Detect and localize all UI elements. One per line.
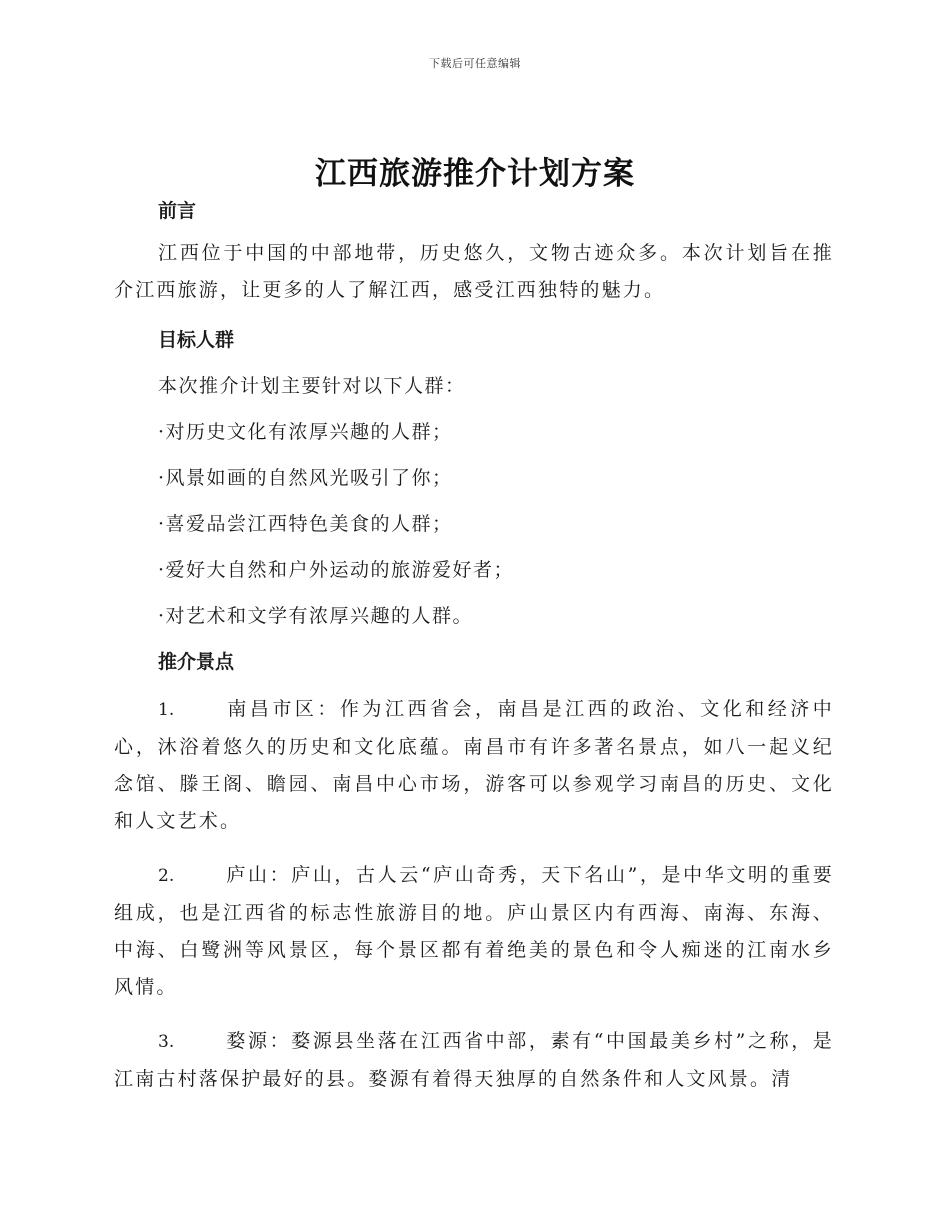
preface-paragraph: 江西位于中国的中部地带，历史悠久，文物古迹众多。本次计划旨在推介江西旅游，让更多的人了解江西，感受江西独特的魅力。 — [114, 242, 834, 301]
section-heading-attractions: 推介景点 — [158, 651, 235, 673]
audience-list-item: ·对艺术和文学有浓厚兴趣的人群。 — [158, 605, 474, 627]
attraction-item-wuyuan — [114, 1023, 834, 1098]
attraction-text: 南昌市区：作为江西省会，南昌是江西的政治、文化和经济中心，沐浴着悠久的历史和文化底蕴。南昌市有许多著名景点，如八一起义纪念馆、滕王阁、瞻园、南昌中心市场，游客可以参观学习南昌的历史、文化和人文艺术。 — [114, 698, 834, 832]
section-heading-audience: 目标人群 — [158, 329, 235, 351]
attraction-item-lushan — [114, 857, 834, 1006]
document-body — [114, 196, 834, 1098]
attraction-text: 婺源：婺源县坐落在江西省中部，素有“中国最美乡村”之称，是江南古村落保护最好的县。婺源有着得天独厚的自然条件和人文风景。清 — [114, 1030, 834, 1090]
document-title: 江西旅游推介计划方案 — [315, 156, 635, 192]
section-heading-preface: 前言 — [158, 200, 197, 222]
attraction-number: 1. — [158, 700, 175, 720]
audience-list-item: ·对历史文化有浓厚兴趣的人群； — [158, 421, 453, 443]
attraction-item-nanchang — [114, 691, 834, 840]
audience-list-item: ·风景如画的自然风光吸引了你； — [158, 467, 453, 489]
attraction-text: 庐山：庐山，古人云“庐山奇秀，天下名山”，是中华文明的重要组成，也是江西省的标志性旅游目的地。庐山景区内有西海、南海、东海、中海、白鹭洲等风景区，每个景区都有着绝美的景色和令人痴迷的江南水乡风情。 — [114, 864, 834, 998]
audience-list-item: ·爱好大自然和户外运动的旅游爱好者； — [158, 559, 515, 581]
page-header-note: 下载后可任意编辑 — [429, 57, 521, 70]
attraction-number: 2. — [158, 866, 175, 886]
audience-intro: 本次推介计划主要针对以下人群： — [158, 375, 466, 397]
attraction-number: 3. — [158, 1032, 175, 1052]
audience-list-item: ·喜爱品尝江西特色美食的人群； — [158, 513, 453, 535]
